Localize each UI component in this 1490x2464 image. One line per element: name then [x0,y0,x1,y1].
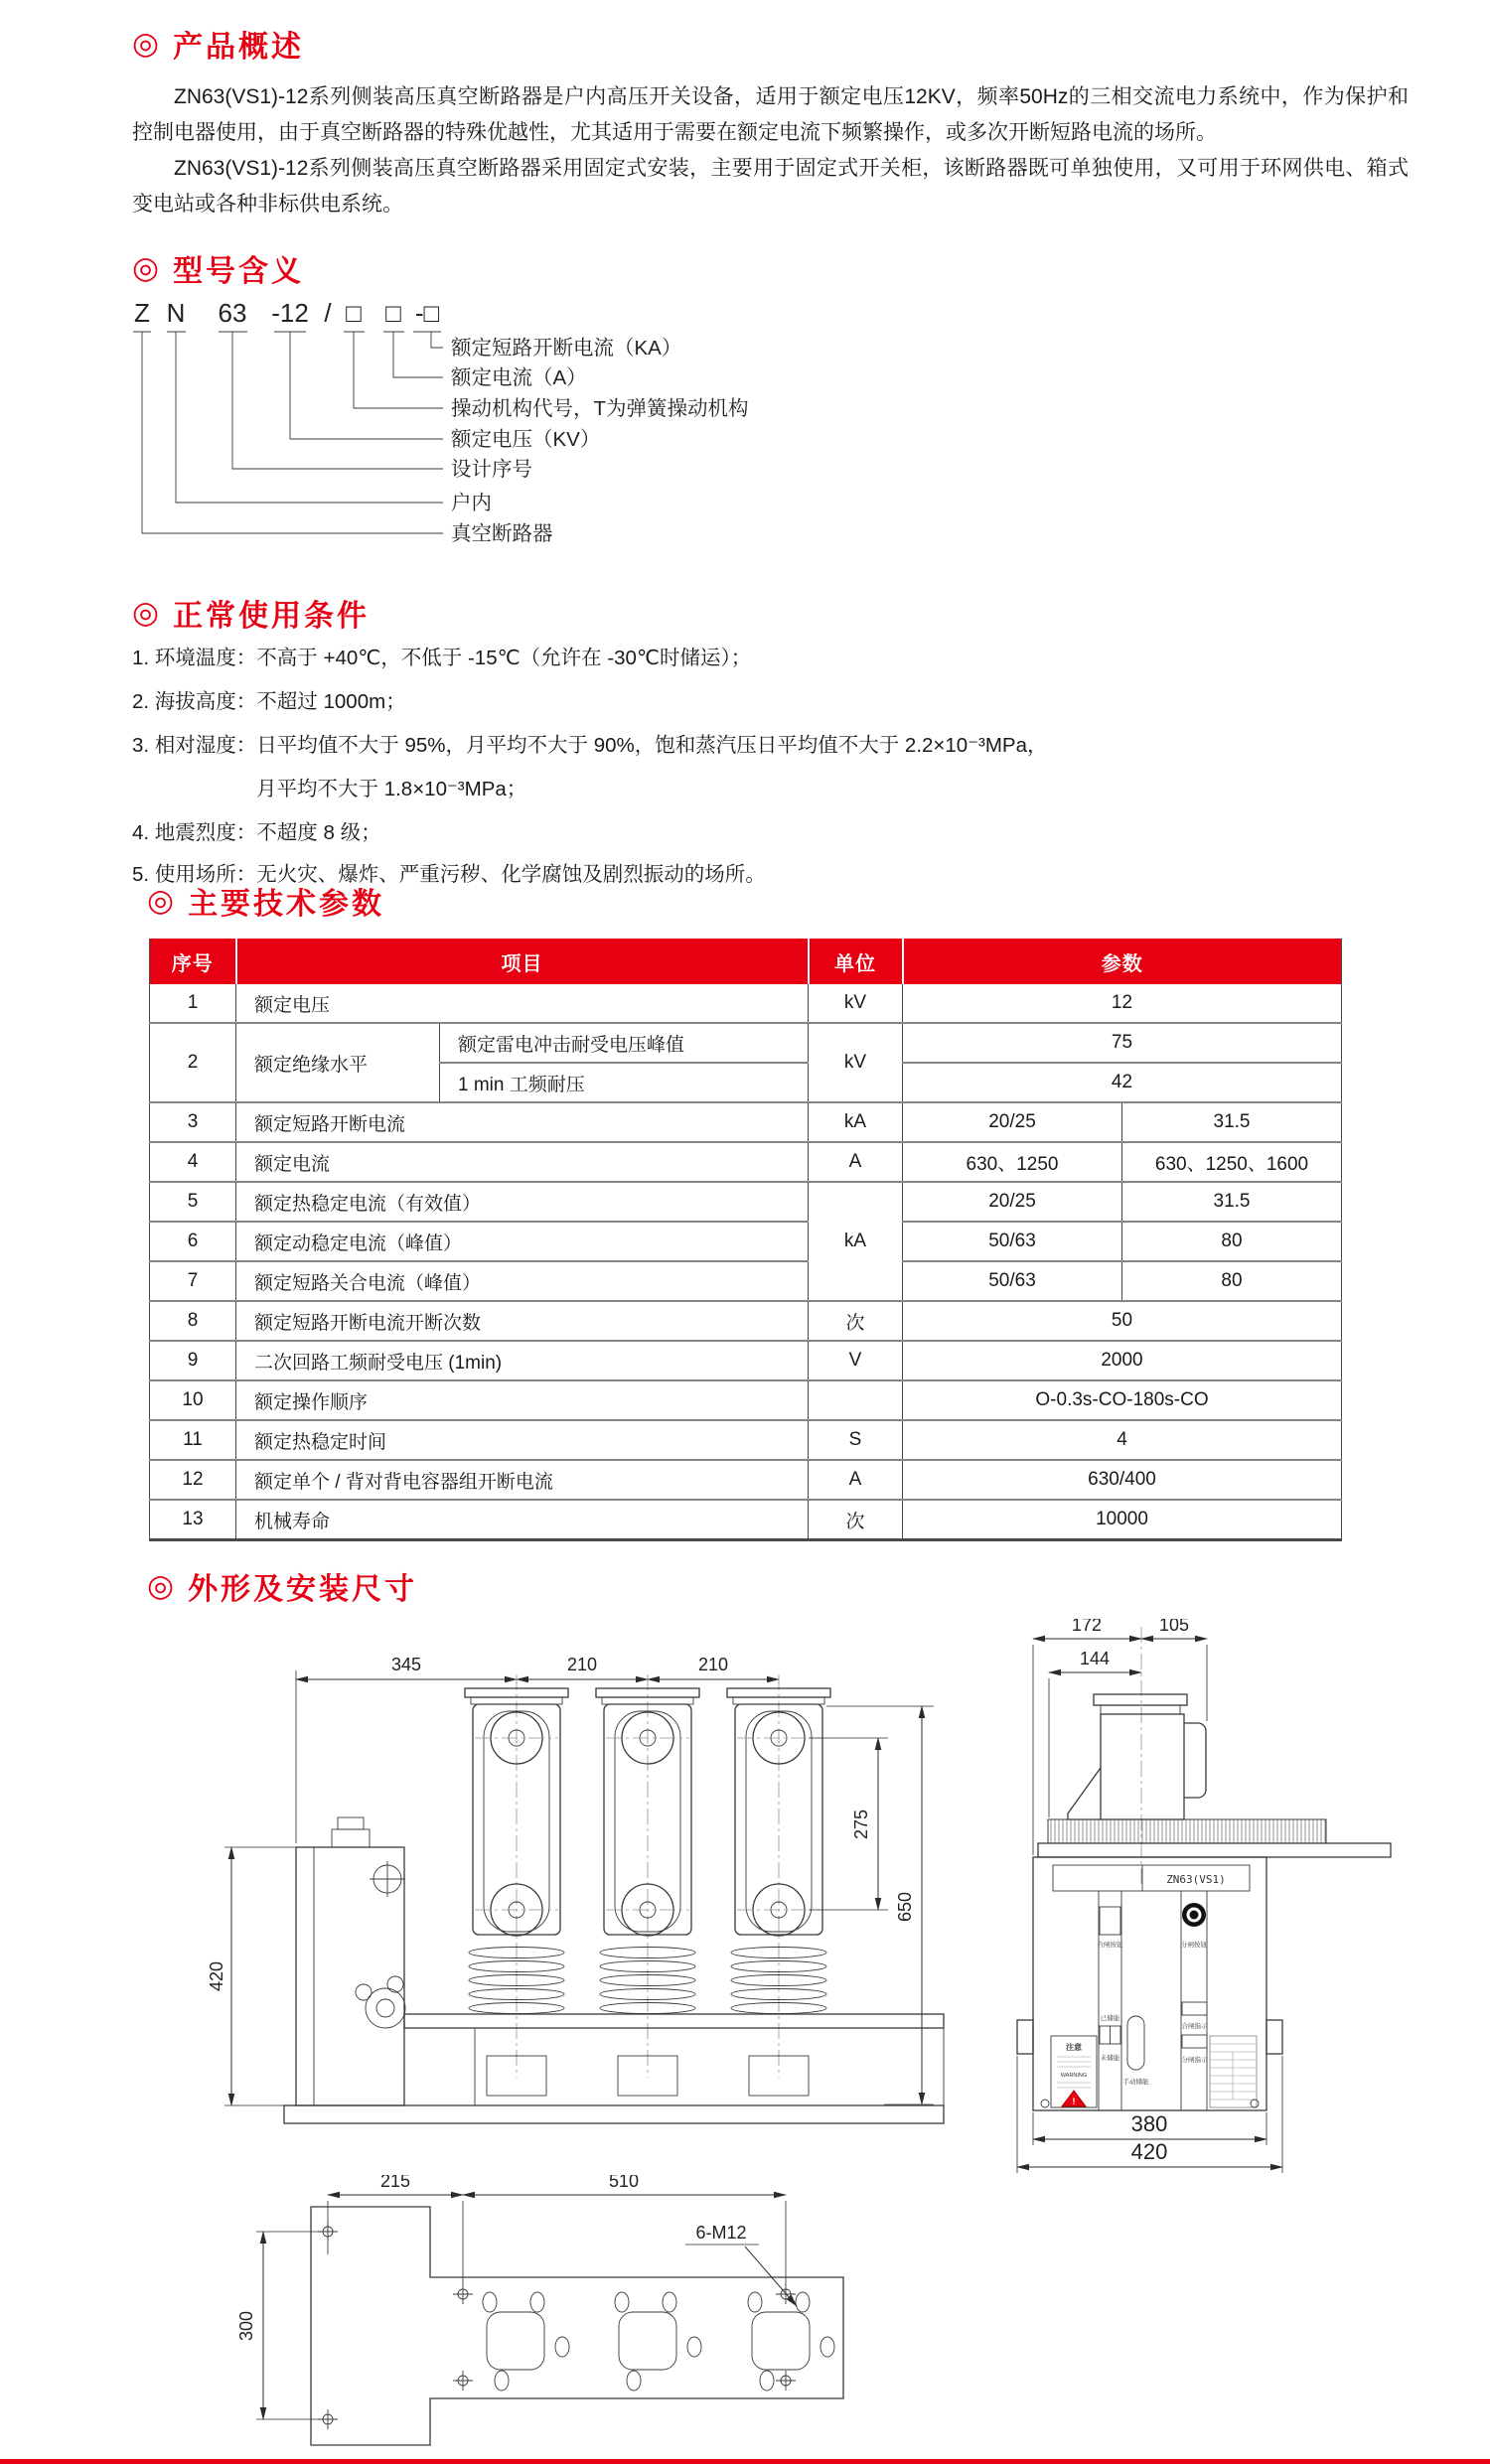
condition-item: 1. 环境温度：不高于 +40℃，不低于 -15℃（允许在 -30℃时储运）； [132,647,752,669]
section-title-parameters [147,879,384,923]
cell-value: 20/25 [903,1102,1122,1142]
dim-left-300 [236,2232,320,2419]
cell-item: 机械寿命 [236,1500,809,1540]
cell-value: 75 [903,1023,1342,1063]
section-title-overview [132,22,304,66]
model-code-part: □ [346,298,362,328]
condition-item: 3. 相对湿度：日平均值不大于 95%，月平均不大于 90%，饱和蒸汽压日平均值不大于 2.2×10⁻³MPa， [132,734,1048,757]
dim-105: 105 [1158,1619,1190,1635]
terminal-hole-groups [483,2292,834,2391]
cell-value: 31.5 [1122,1182,1342,1222]
conditions-list [132,641,1423,909]
warning-en: WARNING [1060,2073,1088,2079]
cell-no: 10 [150,1380,236,1420]
section-bullet-icon: ◎ [147,1568,175,1603]
warning-title: 注意 [1066,2043,1082,2052]
cell-value: O-0.3s-CO-180s-CO [903,1380,1342,1420]
table-row [150,1261,1342,1301]
dim-345: 345 [390,1655,422,1674]
cell-subitem: 额定雷电冲击耐受电压峰值 [440,1023,809,1063]
cell-value: 20/25 [903,1182,1122,1222]
cell-unit: kA [809,1182,903,1301]
model-label: 真空断路器 [451,522,553,545]
side-bracket-right [1266,2020,1282,2054]
dim-144: 144 [1079,1649,1111,1668]
dim-210-b: 210 [697,1655,729,1674]
plate-outline [311,2207,843,2445]
section-title-text: 正常使用条件 [173,600,371,633]
cell-unit: kA [809,1102,903,1142]
col-header-no: 序号 [150,939,236,984]
cell-item: 额定电流 [236,1142,809,1182]
condition-item: 5. 使用场所：无火灾、爆炸、严重污秽、化学腐蚀及剧烈振动的场所。 [132,863,766,886]
cell-item: 额定短路关合电流（峰值） [236,1261,809,1301]
model-code-part: 63 [218,298,247,328]
parameters-table [149,939,1342,1541]
support-frame [284,2014,944,2123]
table-row [150,1460,1342,1500]
section-bullet-icon: ◎ [147,883,175,918]
cell-item: 额定单个 / 背对背电容器组开断电流 [236,1460,809,1500]
pole-column [465,1674,568,2078]
table-row [150,1341,1342,1380]
side-view-drawing [189,1619,964,2155]
section-title-text: 主要技术参数 [188,888,385,921]
cell-no: 9 [150,1341,236,1380]
table-row [150,1500,1342,1540]
table-row [150,1222,1342,1261]
open-indicator-label: 分闸指示 [1181,2057,1208,2064]
dim-172: 172 [1071,1619,1103,1635]
model-label: 操动机构代号，T为弹簧操动机构 [451,397,749,420]
cell-item: 额定动稳定电流（峰值） [236,1222,809,1261]
cell-unit: S [809,1420,903,1460]
table-row [150,1420,1342,1460]
table-row [150,1142,1342,1182]
cell-no: 3 [150,1102,236,1142]
cell-unit: 次 [809,1301,903,1341]
breaker-frame [1017,1857,1282,2110]
cell-value: 10000 [903,1500,1342,1540]
cell-no: 12 [150,1460,236,1500]
cell-value: 630、1250 [903,1142,1122,1182]
cell-unit: A [809,1142,903,1182]
fin-block [1048,1819,1326,1843]
cell-unit: 次 [809,1500,903,1540]
model-code-part: -12 [271,298,309,328]
warning-label [1051,2036,1097,2107]
table-row [150,1380,1342,1420]
pole-head [1068,1694,1206,1819]
cell-item: 额定短路开断电流 [236,1102,809,1142]
cell-value: 42 [903,1063,1342,1102]
section-title-conditions [132,591,370,635]
mounting-plate-top [1038,1843,1391,1857]
model-code-part: □ [385,298,401,328]
mounting-plate-drawing [149,2175,904,2463]
pole-columns [465,1674,830,2078]
dim-bottom [1017,2056,1282,2173]
cell-no: 6 [150,1222,236,1261]
model-label: 额定电压（KV） [451,428,601,451]
table-row [150,1301,1342,1341]
cell-no: 11 [150,1420,236,1460]
dim-left-420 [207,1847,300,2105]
dim-420: 420 [207,1960,226,1992]
model-label: 户内 [451,492,492,514]
section-title-text: 外形及安装尺寸 [188,1573,418,1606]
table-row [150,1182,1342,1222]
col-header-value: 参数 [903,939,1342,984]
dim-380: 380 [1130,2111,1168,2136]
charged-label: 已储能 [1100,2015,1120,2022]
cell-value: 2000 [903,1341,1342,1380]
dim-right [809,1706,934,2104]
condition-item: 4. 地震烈度：不超度 8 级； [132,821,381,844]
cell-value: 80 [1122,1261,1342,1301]
cell-value: 31.5 [1122,1102,1342,1142]
model-code-part: -□ [414,298,440,328]
nameplate [1210,2036,1257,2107]
cell-value: 12 [903,984,1342,1023]
dim-420: 420 [1130,2139,1168,2164]
cell-item: 二次回路工频耐受电压 (1min) [236,1341,809,1380]
pole-column [727,1674,830,2078]
section-title-model [132,246,304,290]
cell-item: 额定操作顺序 [236,1380,809,1420]
cell-value: 50 [903,1301,1342,1341]
manual-charge-label: 手动储能 [1122,2079,1149,2086]
open-button-label: 分闸按钮 [1181,1942,1207,1949]
section-bullet-icon: ◎ [132,26,160,61]
overview-paragraphs [132,79,1409,222]
model-label: 额定短路开断电流（KA） [451,337,682,360]
dim-510: 510 [608,2175,640,2191]
close-button-label: 合闸按钮 [1097,1942,1123,1949]
uncharged-label: 未储能 [1100,2055,1120,2062]
section-bullet-icon: ◎ [132,250,160,285]
cell-item: 额定热稳定时间 [236,1420,809,1460]
cell-no: 4 [150,1142,236,1182]
cell-unit: V [809,1341,903,1380]
section-title-text: 型号含义 [173,255,305,288]
section-title-text: 产品概述 [173,31,305,64]
cell-no: 1 [150,984,236,1023]
cell-item: 额定电压 [236,984,809,1023]
device-model-label: ZN63(VS1) [1166,1873,1226,1886]
overview-paragraph-2: ZN63(VS1)-12系列侧装高压真空断路器采用固定式安装，主要用于固定式开关柜，该断路器既可单独使用，又可用于环网供电、箱式变电站或各种非标供电系统。 [132,157,1409,216]
condition-item-wrap: 月平均不大于 1.8×10⁻³MPa； [256,778,527,800]
cell-subitem: 1 min 工频耐压 [440,1063,809,1102]
model-code-part: / [324,298,332,328]
dim-210-a: 210 [566,1655,598,1674]
svg-text:!: ! [1072,2097,1076,2106]
col-header-unit: 单位 [809,939,903,984]
model-code-part: N [166,298,186,328]
condition-item: 2. 海拔高度：不超过 1000m； [132,690,406,713]
overview-paragraph-1: ZN63(VS1)-12系列侧装高压真空断路器是户内高压开关设备，适用于额定电压12KV，频率50Hz的三相交流电力系统中，作为保护和控制电器使用，由于真空断路器的特殊优越性，尤其适用于需要在额定电流下频繁操作，或多次开断短路电流的场所。 [132,85,1409,144]
table-row [150,1023,1342,1063]
cell-no: 5 [150,1182,236,1222]
callout-6-m12: 6-M12 [695,2223,747,2243]
cell-no: 8 [150,1301,236,1341]
cell-value: 630/400 [903,1460,1342,1500]
dim-300: 300 [236,2310,256,2342]
model-connector-lines [142,332,443,533]
col-header-item: 项目 [236,939,809,984]
page-footer-rule [0,2459,1490,2464]
section-bullet-icon: ◎ [132,595,160,630]
table-row [150,1102,1342,1142]
table-row [150,984,1342,1023]
cell-item: 额定绝缘水平 [236,1023,440,1102]
cell-item: 额定热稳定电流（有效值） [236,1182,809,1222]
model-designation-diagram [129,298,824,558]
dim-215: 215 [379,2175,411,2191]
dim-275: 275 [851,1809,871,1840]
cell-unit: kV [809,984,903,1023]
model-code-part: Z [134,298,150,328]
cell-no: 13 [150,1500,236,1540]
cell-unit: kV [809,1023,903,1102]
cell-no: 7 [150,1261,236,1301]
cell-value: 80 [1122,1222,1342,1261]
cell-value: 50/63 [903,1261,1122,1301]
side-bracket-left [1017,2020,1033,2054]
cell-value: 50/63 [903,1222,1122,1261]
pole-column [596,1674,699,2078]
section-title-dimensions [147,1564,417,1608]
dim-top-chain [296,1655,779,1843]
model-label: 设计序号 [451,458,532,481]
dim-650: 650 [895,1891,915,1923]
close-indicator-label: 合闸指示 [1181,2023,1208,2030]
mechanism-cabinet [296,1817,405,2105]
front-view-drawing [993,1619,1430,2195]
cell-value: 630、1250、1600 [1122,1142,1342,1182]
cell-value: 4 [903,1420,1342,1460]
cell-item: 额定短路开断电流开断次数 [236,1301,809,1341]
table-header-row [150,939,1342,984]
m12-callout [685,2223,797,2306]
model-label: 额定电流（A） [451,366,587,389]
cell-unit [809,1380,903,1420]
cell-unit: A [809,1460,903,1500]
cell-no: 2 [150,1023,236,1102]
